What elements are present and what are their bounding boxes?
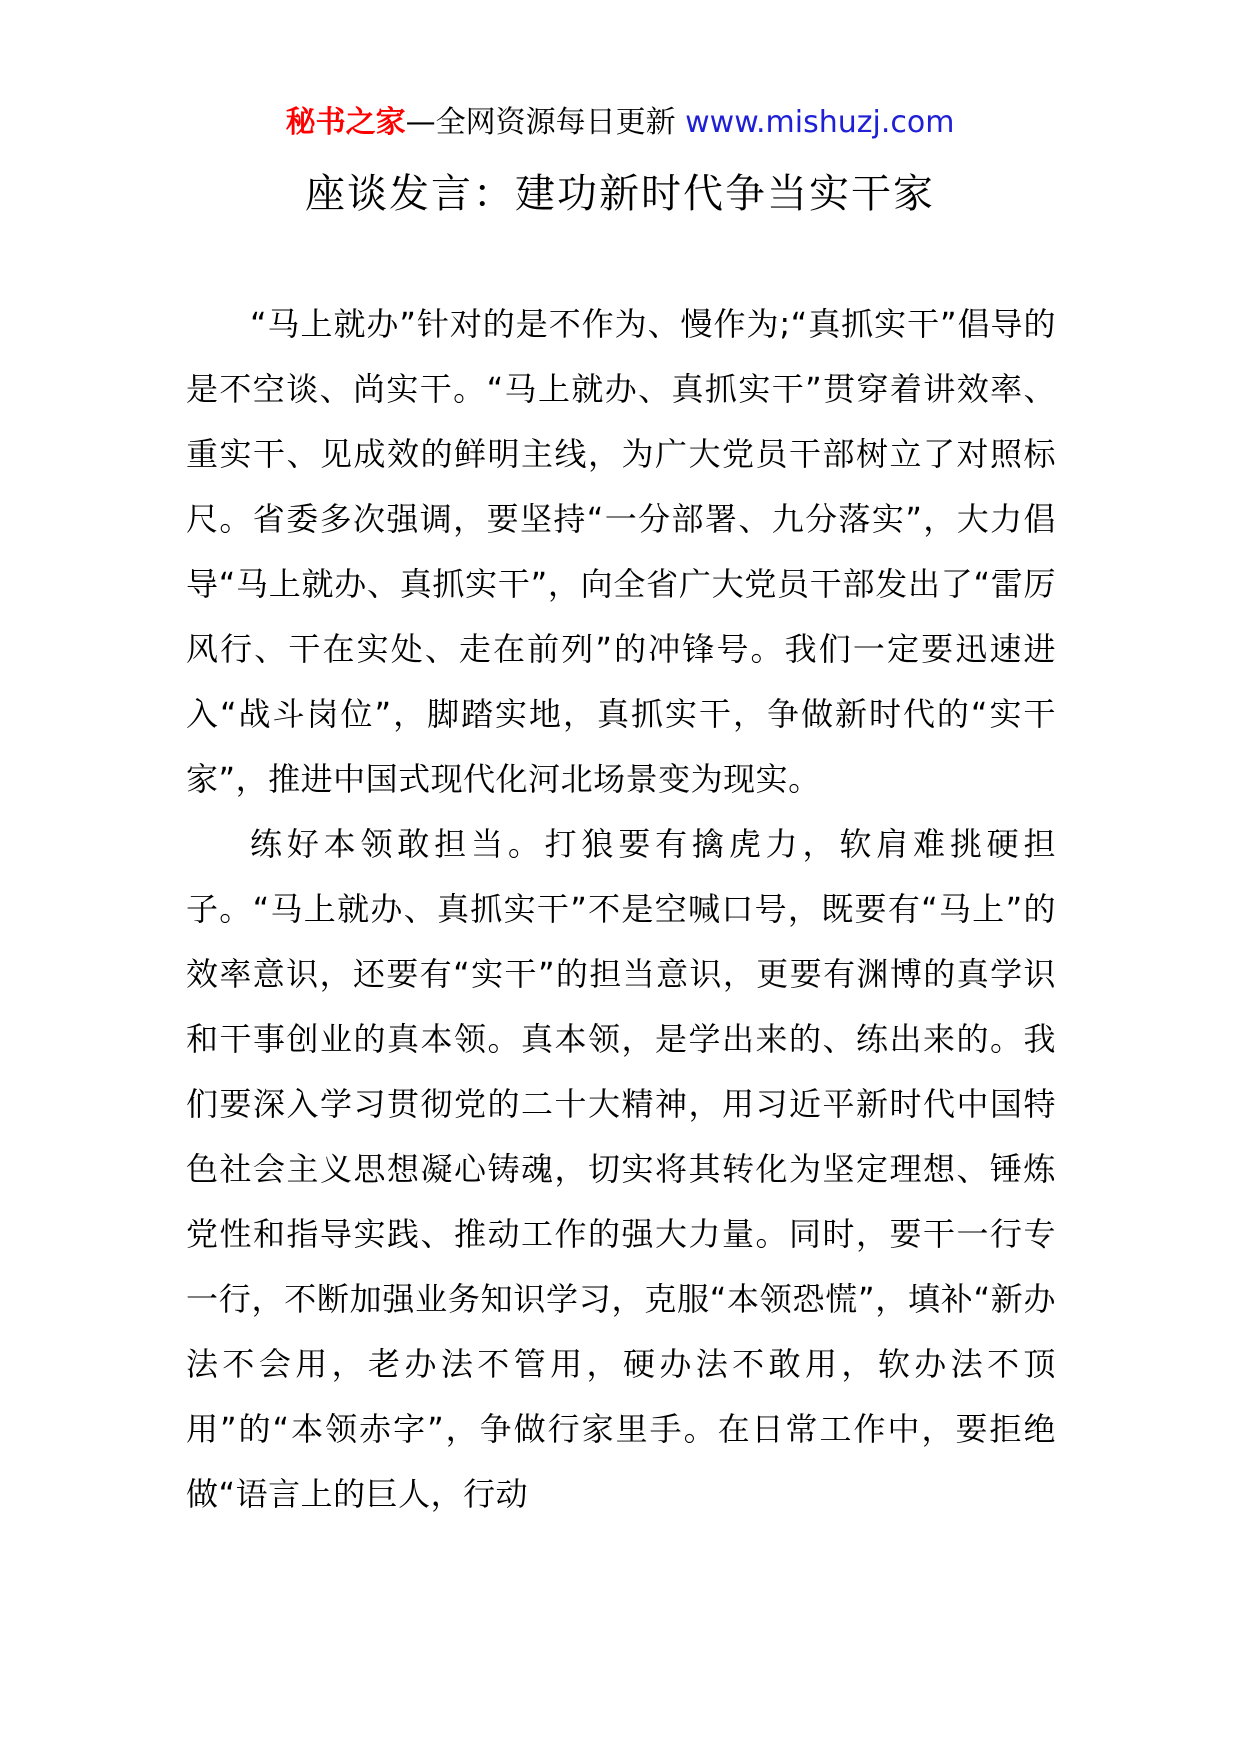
document-body [186,292,1056,1527]
document-title: 座谈发言：建功新时代争当实干家 [305,171,935,217]
site-header [0,100,1240,146]
paragraph: 练好本领敢担当。打狼要有擒虎力，软肩难挑硬担子。“马上就办、真抓实干”不是空喊口号，既要有“马上”的效率意识，还要有“实干”的担当意识，更要有渊博的真学识和干事创业的真本领。真本领，是学出来的、练出来的。我们要深入学习贯彻党的二十大精神，用习近平新时代中国特色社会主义思想凝心铸魂，切实将其转化为坚定理想、锤炼党性和指导实践、推动工作的强大力量。同时，要干一行专一行，不断加强业务知识学习，克服“本领恐慌”，填补“新办法不会用，老办法不管用，硬办法不敢用，软办法不顶用”的“本领赤字”，争做行家里手。在日常工作中，要拒绝做“语言上的巨人，行动 [186,825,1056,1513]
paragraph: “马上就办”针对的是不作为、慢作为;“真抓实干”倡导的是不空谈、尚实干。“马上就办、真抓实干”贯穿着讲效率、重实干、见成效的鲜明主线，为广大党员干部树立了对照标尺。省委多次强调，要坚持“一分部署、九分落实”，大力倡导“马上就办、真抓实干”，向全省广大党员干部发出了“雷厉风行、干在实处、走在前列”的冲锋号。我们一定要迅速进入“战斗岗位”，脚踏实地，真抓实干，争做新时代的“实干家”，推进中国式现代化河北场景变为现实。 [186,305,1056,798]
brand-name: 秘书之家 [285,105,406,140]
site-url-link[interactable]: www.mishuzj.com [685,105,955,140]
header-tagline: —全网资源每日更新 [405,105,686,140]
